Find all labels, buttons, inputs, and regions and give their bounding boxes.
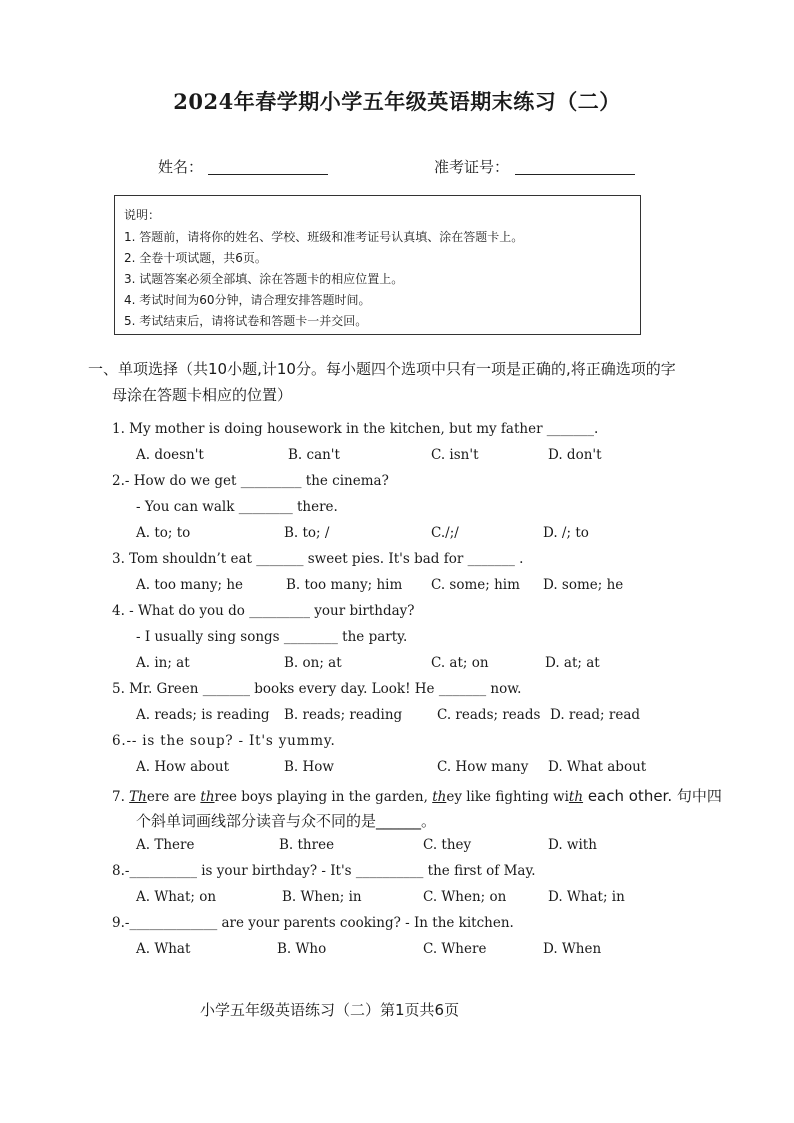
option-d[interactable]: D. What about [548, 759, 647, 775]
question-7-cont: 个斜单词画线部分读音与众不同的是______。 [136, 812, 437, 830]
option-d[interactable]: D. read; read [550, 707, 641, 723]
option-b[interactable]: B. Who [277, 941, 327, 957]
exam-id-label: 准考证号： [434, 158, 510, 176]
page-title: 2024年春学期小学五年级英语期末练习（二） [173, 89, 621, 114]
option-d[interactable]: D. /; to [543, 525, 589, 541]
question-4: 4. - What do you do _________ your birthday? [112, 603, 415, 619]
option-b[interactable]: B. to; / [284, 525, 330, 541]
option-d[interactable]: D. don't [548, 447, 602, 463]
option-c[interactable]: C. they [423, 837, 472, 853]
option-c[interactable]: C. How many [437, 759, 529, 775]
question-9: 9.-_____________ are your parents cooking? - In the kitchen. [112, 915, 514, 931]
option-c[interactable]: C. When; on [423, 889, 507, 905]
q7-underlined-they: th [432, 789, 447, 805]
instruction-item: 4. 考试时间为60分钟，请合理安排答题时间。 [124, 293, 371, 307]
option-b[interactable]: B. three [279, 837, 335, 853]
question-2-reply: - You can walk ________ there. [136, 499, 338, 515]
name-label: 姓名： [158, 158, 204, 176]
q7-underlined-three: th [200, 789, 215, 805]
instructions-box [114, 195, 641, 335]
option-a[interactable]: A. reads; is reading [136, 707, 270, 723]
option-c[interactable]: C. at; on [431, 655, 489, 671]
question-4-reply: - I usually sing songs ________ the party. [136, 629, 408, 645]
option-d[interactable]: D. some; he [543, 577, 624, 593]
option-a[interactable]: A. in; at [136, 655, 190, 671]
exam-id-field[interactable] [515, 174, 635, 175]
option-b[interactable]: B. reads; reading [284, 707, 403, 723]
option-d[interactable]: D. What; in [548, 889, 625, 905]
question-6: 6.-- is the soup? - It's yummy. [112, 733, 336, 749]
option-c[interactable]: C. Where [423, 941, 487, 957]
q7-text: each other. 句中四 [583, 787, 722, 805]
option-c[interactable]: C. some; him [431, 577, 520, 593]
question-5: 5. Mr. Green _______ books every day. Look! He _______ now. [112, 681, 522, 697]
q7-text: ere are [146, 789, 201, 805]
option-b[interactable]: B. can't [288, 447, 340, 463]
section-heading: 一、单项选择（共10小题,计10分。每小题四个选项中只有一项是正确的,将正确选项的字 [88, 360, 676, 378]
question-3: 3. Tom shouldn’t eat _______ sweet pies. It's bad for _______ . [112, 551, 524, 567]
page-footer: 小学五年级英语练习（二）第1页共6页 [200, 1001, 460, 1019]
instruction-item: 5. 考试结束后，请将试卷和答题卡一并交回。 [124, 314, 368, 328]
question-2: 2.- How do we get _________ the cinema? [112, 473, 389, 489]
option-c[interactable]: C. isn't [431, 447, 479, 463]
q7-underlined-there: Th [129, 789, 147, 805]
option-a[interactable]: A. There [136, 837, 195, 853]
question-8: 8.-__________ is your birthday? - It's __________ the first of May. [112, 863, 536, 879]
question-7 [112, 785, 722, 806]
option-c[interactable]: C. reads; reads [437, 707, 541, 723]
option-a[interactable]: A. How about [136, 759, 230, 775]
instruction-item: 2. 全卷十项试题，共6页。 [124, 251, 267, 265]
option-d[interactable]: D. with [548, 837, 597, 853]
q7-text: ree boys playing in the garden, [214, 789, 433, 805]
option-b[interactable]: B. too many; him [286, 577, 403, 593]
option-c[interactable]: C./;/ [431, 525, 459, 541]
instructions-heading: 说明： [124, 208, 161, 222]
option-a[interactable]: A. What; on [136, 889, 217, 905]
option-d[interactable]: D. at; at [545, 655, 600, 671]
option-d[interactable]: D. When [543, 941, 602, 957]
option-b[interactable]: B. When; in [282, 889, 362, 905]
instruction-item: 3. 试题答案必须全部填、涂在答题卡的相应位置上。 [124, 272, 404, 286]
section-heading-cont: 母涂在答题卡相应的位置） [112, 386, 293, 404]
option-a[interactable]: A. too many; he [136, 577, 243, 593]
option-a[interactable]: A. doesn't [136, 447, 204, 463]
q7-text: ey like fighting wi [446, 789, 569, 805]
instruction-item: 1. 答题前，请将你的姓名、学校、班级和准考证号认真填、涂在答题卡上。 [124, 230, 524, 244]
option-a[interactable]: A. What [136, 941, 191, 957]
option-b[interactable]: B. on; at [284, 655, 342, 671]
option-a[interactable]: A. to; to [136, 525, 191, 541]
q7-underlined-with: th [568, 789, 584, 805]
name-field[interactable] [208, 174, 328, 175]
q7-number: 7. [112, 789, 130, 805]
option-b[interactable]: B. How [284, 759, 334, 775]
question-1: 1. My mother is doing housework in the kitchen, but my father _______. [112, 421, 599, 437]
